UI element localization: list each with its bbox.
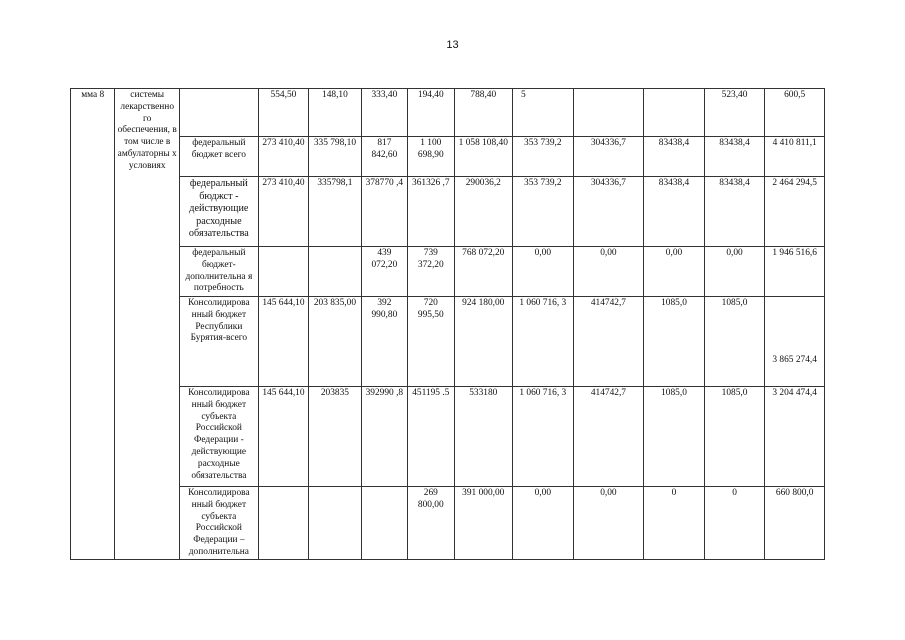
table-cell: 273 410,40: [258, 137, 308, 177]
page-number: 13: [446, 39, 459, 51]
table-cell: 660 800,0: [765, 487, 825, 560]
table-cell: 600,5: [765, 89, 825, 137]
table-row: [71, 137, 825, 177]
table-cell: 273 410,40: [258, 177, 308, 247]
table-cell: 269 800,00: [408, 487, 454, 560]
table-cell: 1 060 716, 3: [513, 387, 574, 487]
table-cell: [573, 89, 644, 137]
table-cell: 0,00: [644, 247, 705, 297]
table-cell: [258, 247, 308, 297]
table-cell: 720 995,50: [408, 297, 454, 387]
row-label: Консолидирова нный бюджет субъекта Российской Федерации - действующие расходные обязательства: [180, 387, 259, 487]
table-cell: 333,40: [361, 89, 407, 137]
table-cell: 83438,4: [704, 137, 765, 177]
table-cell: 768 072,20: [454, 247, 513, 297]
table-cell: 1 946 516,6: [765, 247, 825, 297]
table-cell: 414742,7: [573, 387, 644, 487]
table-cell: 0,00: [573, 487, 644, 560]
table-cell: 3 204 474,4: [765, 387, 825, 487]
table-cell: 145 644,10: [258, 297, 308, 387]
row-label: [180, 89, 259, 137]
table-cell: 1 100 698,90: [408, 137, 454, 177]
table-cell: 0,00: [573, 247, 644, 297]
table-cell: 353 739,2: [513, 177, 574, 247]
table-cell: 83438,4: [644, 177, 705, 247]
table-cell: 554,50: [258, 89, 308, 137]
row-label: Консолидирова нный бюджет субъекта Российской Федерации – дополнительна: [180, 487, 259, 560]
table-cell: 304336,7: [573, 177, 644, 247]
table-cell: [644, 89, 705, 137]
table-cell: 145 644,10: [258, 387, 308, 487]
table-cell: 353 739,2: [513, 137, 574, 177]
table-cell: 5: [513, 89, 574, 137]
table-cell: 2 464 294,5: [765, 177, 825, 247]
table-row: [71, 177, 825, 247]
table-cell: [361, 487, 407, 560]
table-cell: 1 060 716, 3: [513, 297, 574, 387]
table-row: [71, 487, 825, 560]
table-cell: 0,00: [704, 247, 765, 297]
table-cell: 378770 ,4: [361, 177, 407, 247]
program-description-cell: системы лекарственно го обеспечения, в том числе в амбулаторны х условиях: [115, 89, 180, 560]
table-row: [71, 247, 825, 297]
table-cell: 0: [644, 487, 705, 560]
table-row: [71, 297, 825, 387]
row-label: федеральный бюджет всего: [180, 137, 259, 177]
table-cell: 788,40: [454, 89, 513, 137]
table-cell: 4 410 811,1: [765, 137, 825, 177]
table-cell: 203 835,00: [309, 297, 361, 387]
table-cell: 414742,7: [573, 297, 644, 387]
table-cell: 1085,0: [644, 387, 705, 487]
table-cell: 335798,1: [309, 177, 361, 247]
table-cell: 83438,4: [644, 137, 705, 177]
table-cell: 304336,7: [573, 137, 644, 177]
table-cell: 739 372,20: [408, 247, 454, 297]
table-cell: 924 180,00: [454, 297, 513, 387]
table-cell: 817 842,60: [361, 137, 407, 177]
table-cell: 83438,4: [704, 177, 765, 247]
table-cell: 3 865 274,4: [765, 297, 825, 387]
table-cell: [309, 247, 361, 297]
table-cell: 392 990,80: [361, 297, 407, 387]
row-label: федеральный бюджст - действующие расходные обязательства: [180, 177, 259, 247]
table-cell: 392990 ,8: [361, 387, 407, 487]
row-label: Консолидирова нный бюджет Республики Бурятия-всего: [180, 297, 259, 387]
table-cell: 335 798,10: [309, 137, 361, 177]
budget-table: [70, 88, 825, 560]
table-cell: 0,00: [513, 247, 574, 297]
table-cell: 290036,2: [454, 177, 513, 247]
table-cell: 1 058 108,40: [454, 137, 513, 177]
table-row: [71, 89, 825, 137]
table-cell: 533180: [454, 387, 513, 487]
row-label: федеральный бюджет- дополнительна я потребность: [180, 247, 259, 297]
table-cell: 0,00: [513, 487, 574, 560]
table-cell: [309, 487, 361, 560]
table-cell: 361326 ,7: [408, 177, 454, 247]
program-code-cell: мма 8: [71, 89, 115, 560]
table-cell: 391 000,00: [454, 487, 513, 560]
table-cell: 203835: [309, 387, 361, 487]
table-cell: 1085,0: [644, 297, 705, 387]
table-cell: 1085,0: [704, 387, 765, 487]
table-cell: [258, 487, 308, 560]
table-cell: 148,10: [309, 89, 361, 137]
table-cell: 0: [704, 487, 765, 560]
table-cell: 1085,0: [704, 297, 765, 387]
table-cell: 523,40: [704, 89, 765, 137]
table-row: [71, 387, 825, 487]
table-cell: 439 072,20: [361, 247, 407, 297]
table-cell: 451195 .5: [408, 387, 454, 487]
table-cell: 194,40: [408, 89, 454, 137]
